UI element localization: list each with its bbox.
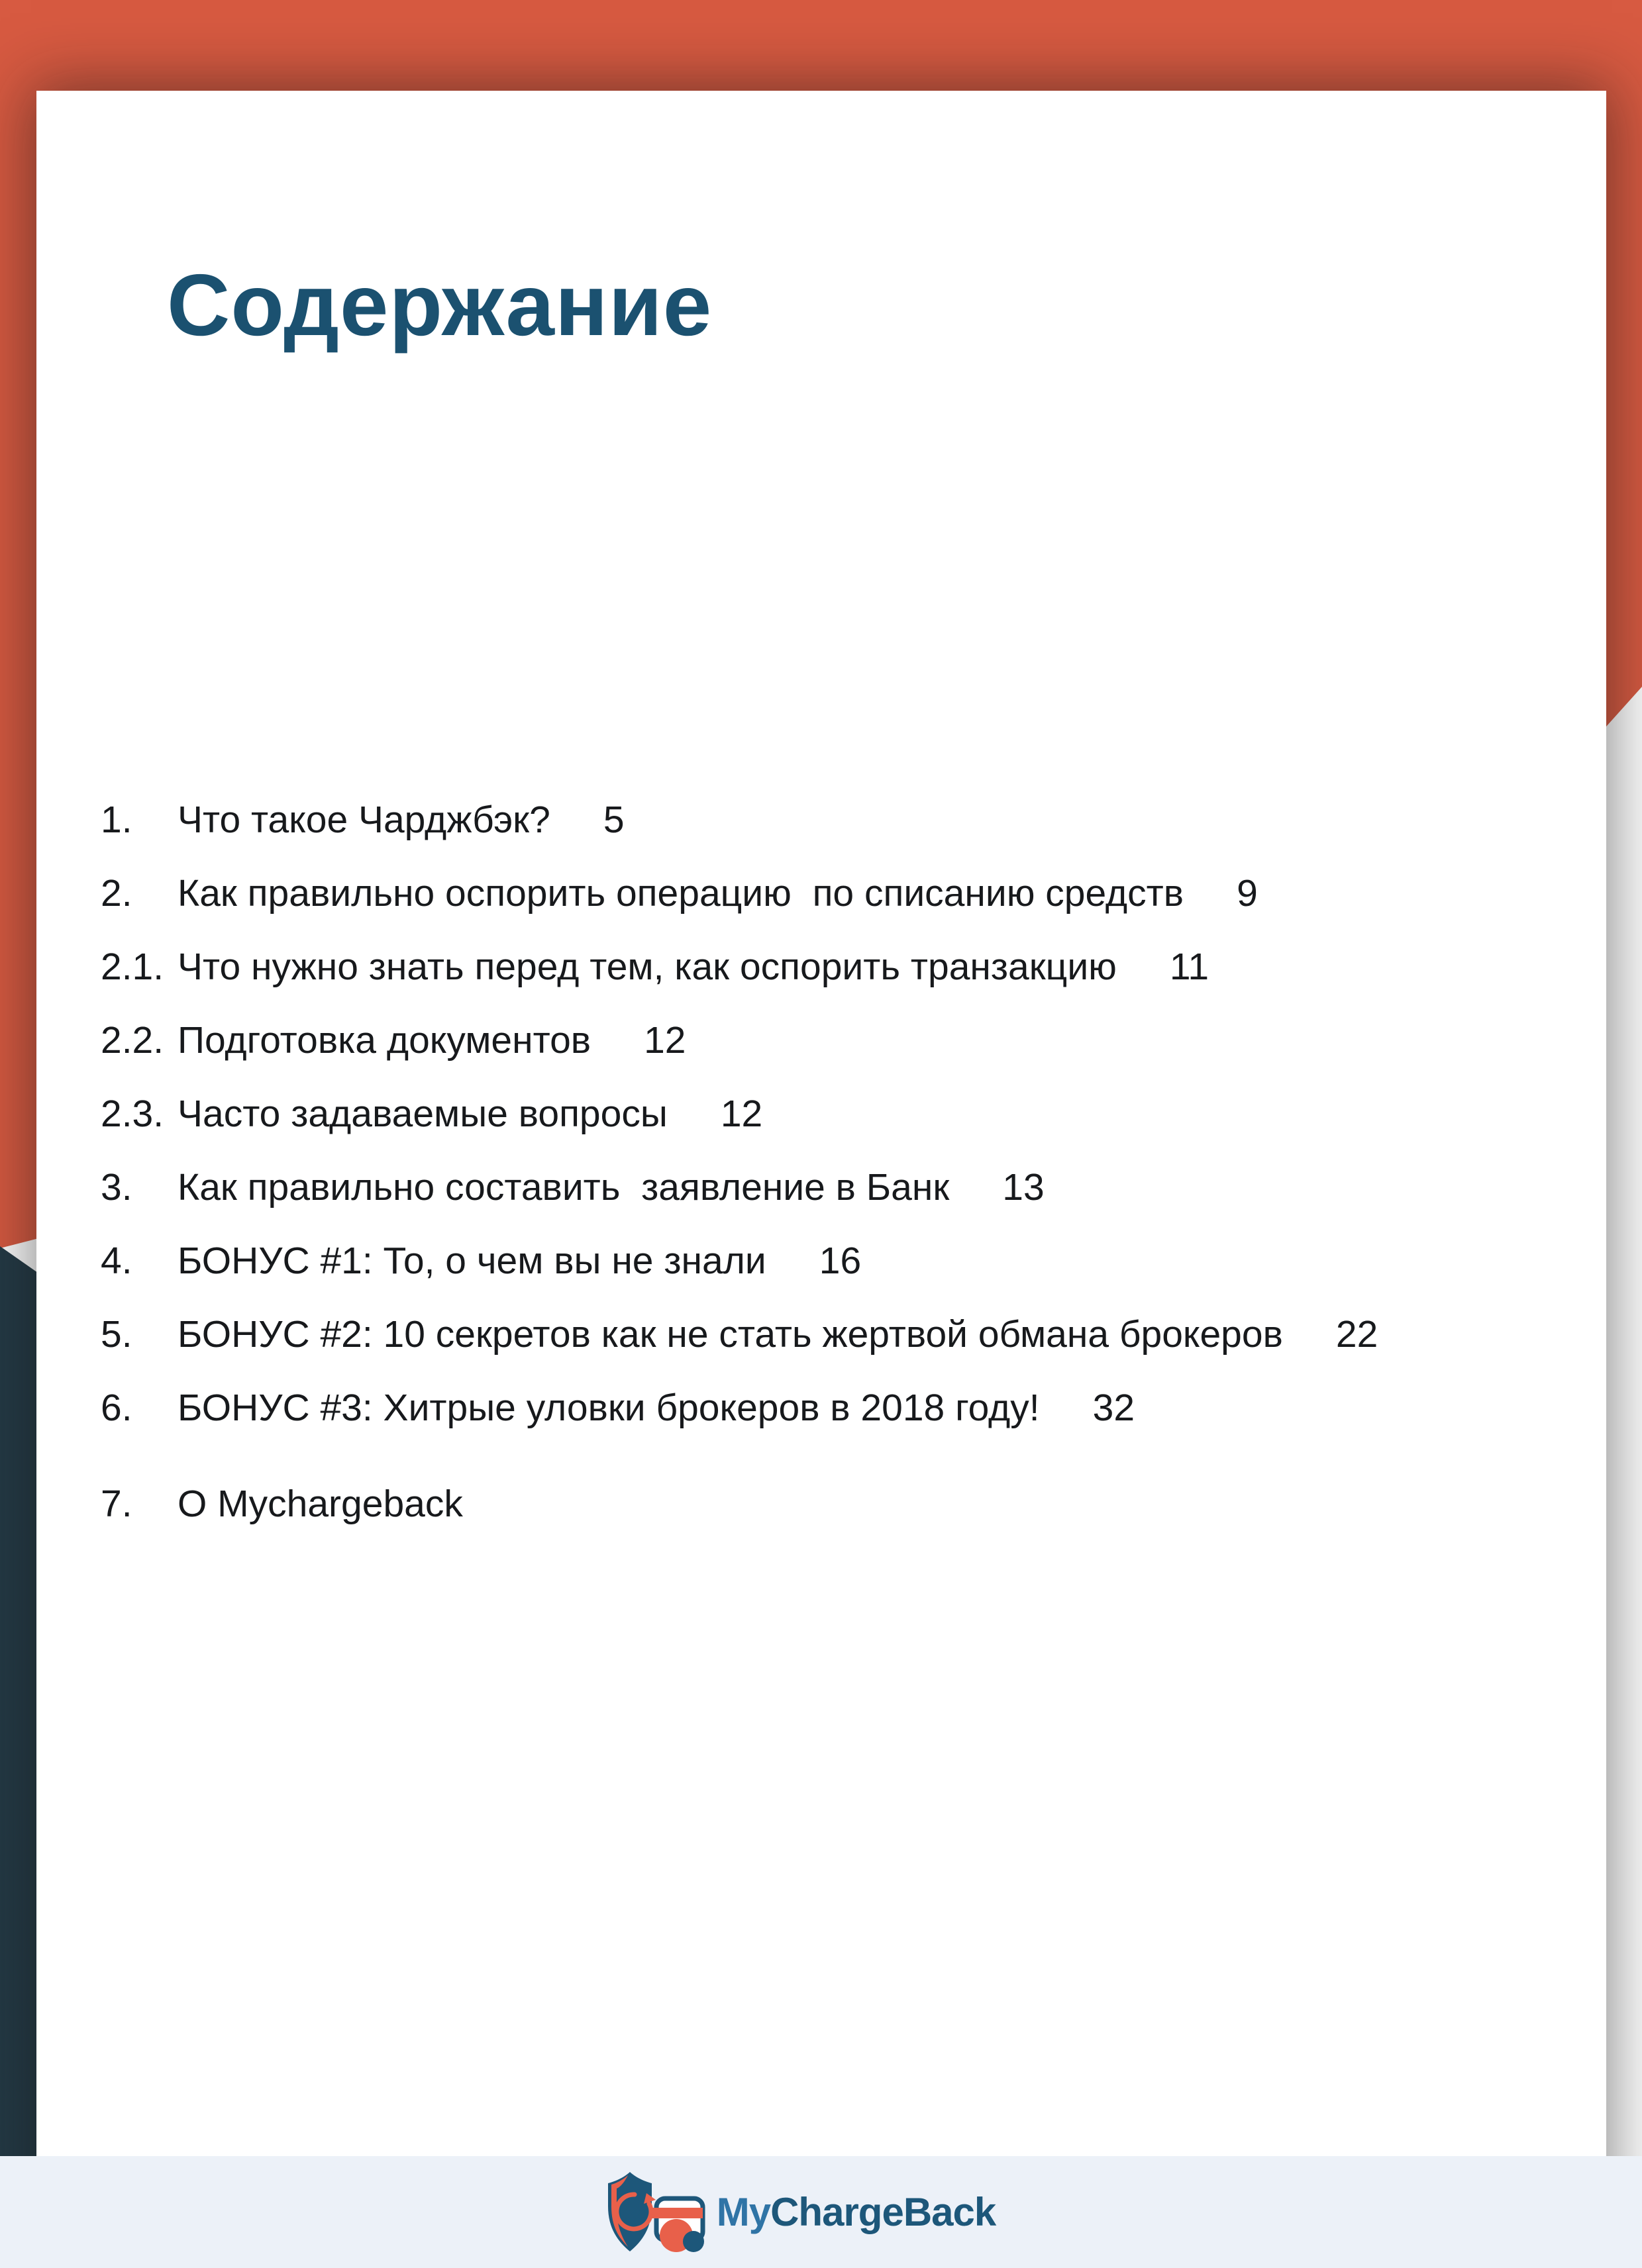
toc-item-title: О Mychargeback	[178, 1483, 463, 1525]
brand-logo	[600, 2171, 996, 2253]
toc-item	[101, 1004, 1580, 1077]
toc-item	[101, 783, 1580, 857]
toc-item	[101, 1151, 1580, 1224]
toc-item-page: 12	[720, 1093, 763, 1135]
toc-item-title: БОНУС #3: Хитрые уловки брокеров в 2018 году!	[178, 1387, 1040, 1429]
toc-item-page: 13	[1002, 1166, 1045, 1208]
toc-item-number: 1.	[101, 799, 132, 841]
toc-item-page: 22	[1335, 1313, 1378, 1356]
toc-item-number: 2.2.	[101, 1019, 164, 1061]
footer-bar	[0, 2156, 1642, 2268]
toc-item-page: 5	[603, 799, 625, 841]
toc-item-title: Подготовка документов	[178, 1019, 591, 1061]
toc-item-page: 11	[1169, 946, 1209, 988]
toc-item	[101, 930, 1580, 1004]
toc-item-number: 2.	[101, 872, 132, 914]
toc-item-page: 16	[819, 1240, 862, 1282]
toc-item	[101, 857, 1580, 930]
toc-item	[101, 1298, 1580, 1371]
toc-item-title: Что такое Чарджбэк?	[178, 799, 550, 841]
toc-item-title: БОНУС #1: То, о чем вы не знали	[178, 1240, 766, 1282]
toc-item-number: 4.	[101, 1240, 132, 1282]
toc-item-number: 2.3.	[101, 1093, 164, 1135]
shield-card-refund-icon	[600, 2171, 706, 2253]
toc-item	[101, 1077, 1580, 1151]
toc-item-title: Часто задаваемые вопросы	[178, 1093, 668, 1135]
toc-item-number: 6.	[101, 1387, 132, 1429]
toc-item-number: 5.	[101, 1313, 132, 1356]
toc-item-page: 9	[1237, 872, 1258, 914]
toc-item-title: Как правильно оспорить операцию по списанию средств	[178, 872, 1184, 914]
toc-item-number: 7.	[101, 1483, 132, 1525]
brand-name-prefix: My	[716, 2189, 771, 2234]
toc-item-title: БОНУС #2: 10 секретов как не стать жертвой обмана брокеров	[178, 1313, 1283, 1356]
content-sheet	[36, 91, 1606, 2268]
toc-item	[101, 1467, 1580, 1541]
brand-name-suffix: ChargeBack	[770, 2189, 996, 2234]
brand-name	[716, 2189, 996, 2234]
toc-item-number: 2.1.	[101, 946, 164, 988]
toc-item-title: Что нужно знать перед тем, как оспорить транзакцию	[178, 946, 1117, 988]
toc-item	[101, 1371, 1580, 1445]
page-title: Содержание	[167, 256, 713, 354]
toc-item-number: 3.	[101, 1166, 132, 1208]
toc-item-title: Как правильно составить заявление в Банк	[178, 1166, 950, 1208]
toc-item-page: 32	[1092, 1387, 1135, 1429]
toc-item	[101, 1224, 1580, 1298]
table-of-contents	[101, 783, 1580, 1541]
toc-item-page: 12	[644, 1019, 686, 1061]
